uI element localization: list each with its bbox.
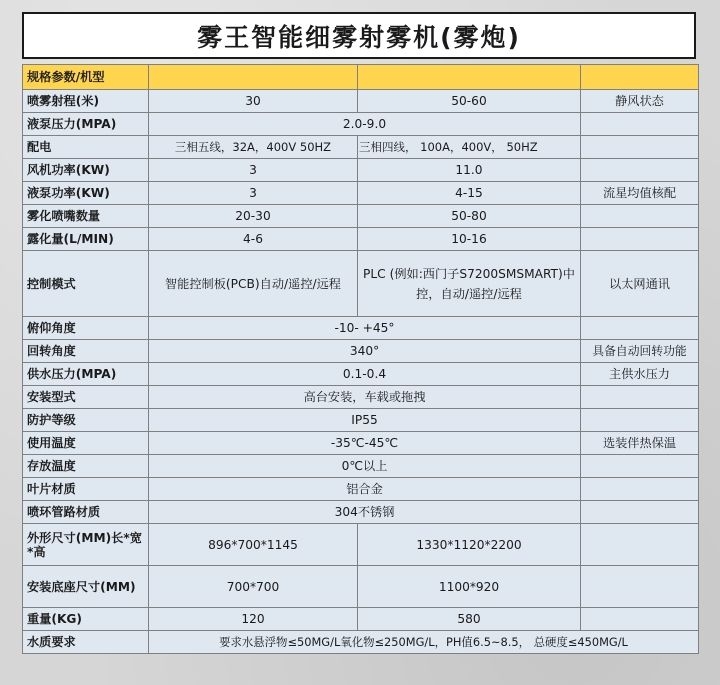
cell-value: 2.0-9.0 [149,113,581,136]
cell-value: 智能控制板(PCB)自动/遥控/远程 [149,251,358,317]
row-label: 水质要求 [23,631,149,654]
cell-note [581,386,699,409]
table-row [23,409,699,432]
row-label: 液泵功率(KW) [23,182,149,205]
table-row [23,501,699,524]
row-label: 回转角度 [23,340,149,363]
cell-value: 896*700*1145 [149,524,358,566]
cell-value: 10-16 [358,228,581,251]
row-label: 俯仰角度 [23,317,149,340]
cell-value: 11.0 [358,159,581,182]
row-label: 雾化喷嘴数量 [23,205,149,228]
cell-value: 304不锈钢 [149,501,581,524]
table-row [23,608,699,631]
cell-value: 1100*920 [358,566,581,608]
row-label: 露化量(L/MIN) [23,228,149,251]
table-row [23,455,699,478]
cell-value: 340° [149,340,581,363]
cell-note [581,113,699,136]
header-label: 规格参数/机型 [23,65,149,90]
cell-note [581,501,699,524]
table-row [23,363,699,386]
header-cell [581,65,699,90]
cell-note: 静风状态 [581,90,699,113]
cell-value: -10- +45° [149,317,581,340]
cell-value: IP55 [149,409,581,432]
header-cell [358,65,581,90]
row-label: 风机功率(KW) [23,159,149,182]
row-label: 液泵压力(MPA) [23,113,149,136]
row-label: 配电 [23,136,149,159]
row-label: 喷雾射程(米) [23,90,149,113]
cell-value: 4-6 [149,228,358,251]
cell-value: 30 [149,90,358,113]
cell-note [581,317,699,340]
row-label: 供水压力(MPA) [23,363,149,386]
cell-note [581,159,699,182]
table-row [23,251,699,317]
table-row [23,136,699,159]
table-row [23,386,699,409]
table-row [23,90,699,113]
cell-note: 以太网通讯 [581,251,699,317]
table-row [23,205,699,228]
cell-note [581,228,699,251]
cell-value: 1330*1120*2200 [358,524,581,566]
cell-value: 三相五线，32A，400V 50HZ [149,136,358,159]
cell-value: 580 [358,608,581,631]
spec-table [22,64,699,654]
cell-value: 50-60 [358,90,581,113]
cell-note [581,136,699,159]
row-label: 安装底座尺寸(MM) [23,566,149,608]
cell-note [581,409,699,432]
row-label: 存放温度 [23,455,149,478]
cell-value: 三相四线， 100A，400V， 50HZ [358,136,581,159]
cell-value: 高台安装，车载或拖拽 [149,386,581,409]
cell-value: 120 [149,608,358,631]
cell-value: 0℃以上 [149,455,581,478]
row-label: 防护等级 [23,409,149,432]
cell-value: 50-80 [358,205,581,228]
cell-value: 20-30 [149,205,358,228]
cell-note: 流星均值核配 [581,182,699,205]
table-row [23,182,699,205]
table-row [23,631,699,654]
row-label: 外形尺寸(MM)长*宽*高 [23,524,149,566]
table-row [23,317,699,340]
cell-note: 主供水压力 [581,363,699,386]
cell-value: -35℃-45℃ [149,432,581,455]
cell-value: 铝合金 [149,478,581,501]
cell-value: 要求水悬浮物≤50MG/L氧化物≤250MG/L，PH值6.5~8.5， 总硬度≤450MG/L [149,631,699,654]
table-row [23,524,699,566]
table-row [23,478,699,501]
cell-note [581,205,699,228]
cell-note [581,478,699,501]
cell-note [581,566,699,608]
table-row [23,228,699,251]
cell-note: 具备自动回转功能 [581,340,699,363]
table-header-row [23,65,699,90]
row-label: 控制模式 [23,251,149,317]
page-title: 雾王智能细雾射雾机(雾炮) [22,12,696,59]
table-row [23,566,699,608]
row-label: 喷环管路材质 [23,501,149,524]
cell-value: 3 [149,182,358,205]
row-label: 重量(KG) [23,608,149,631]
cell-note [581,608,699,631]
table-row [23,340,699,363]
table-row [23,432,699,455]
row-label: 使用温度 [23,432,149,455]
row-label: 安装型式 [23,386,149,409]
cell-note [581,524,699,566]
cell-value: 0.1-0.4 [149,363,581,386]
table-row [23,159,699,182]
row-label: 叶片材质 [23,478,149,501]
table-row [23,113,699,136]
cell-note: 选装伴热保温 [581,432,699,455]
cell-value: PLC (例如:西门子S7200SMSMART)中控，自动/遥控/远程 [358,251,581,317]
header-cell [149,65,358,90]
cell-value: 700*700 [149,566,358,608]
cell-note [581,455,699,478]
cell-value: 4-15 [358,182,581,205]
cell-value: 3 [149,159,358,182]
